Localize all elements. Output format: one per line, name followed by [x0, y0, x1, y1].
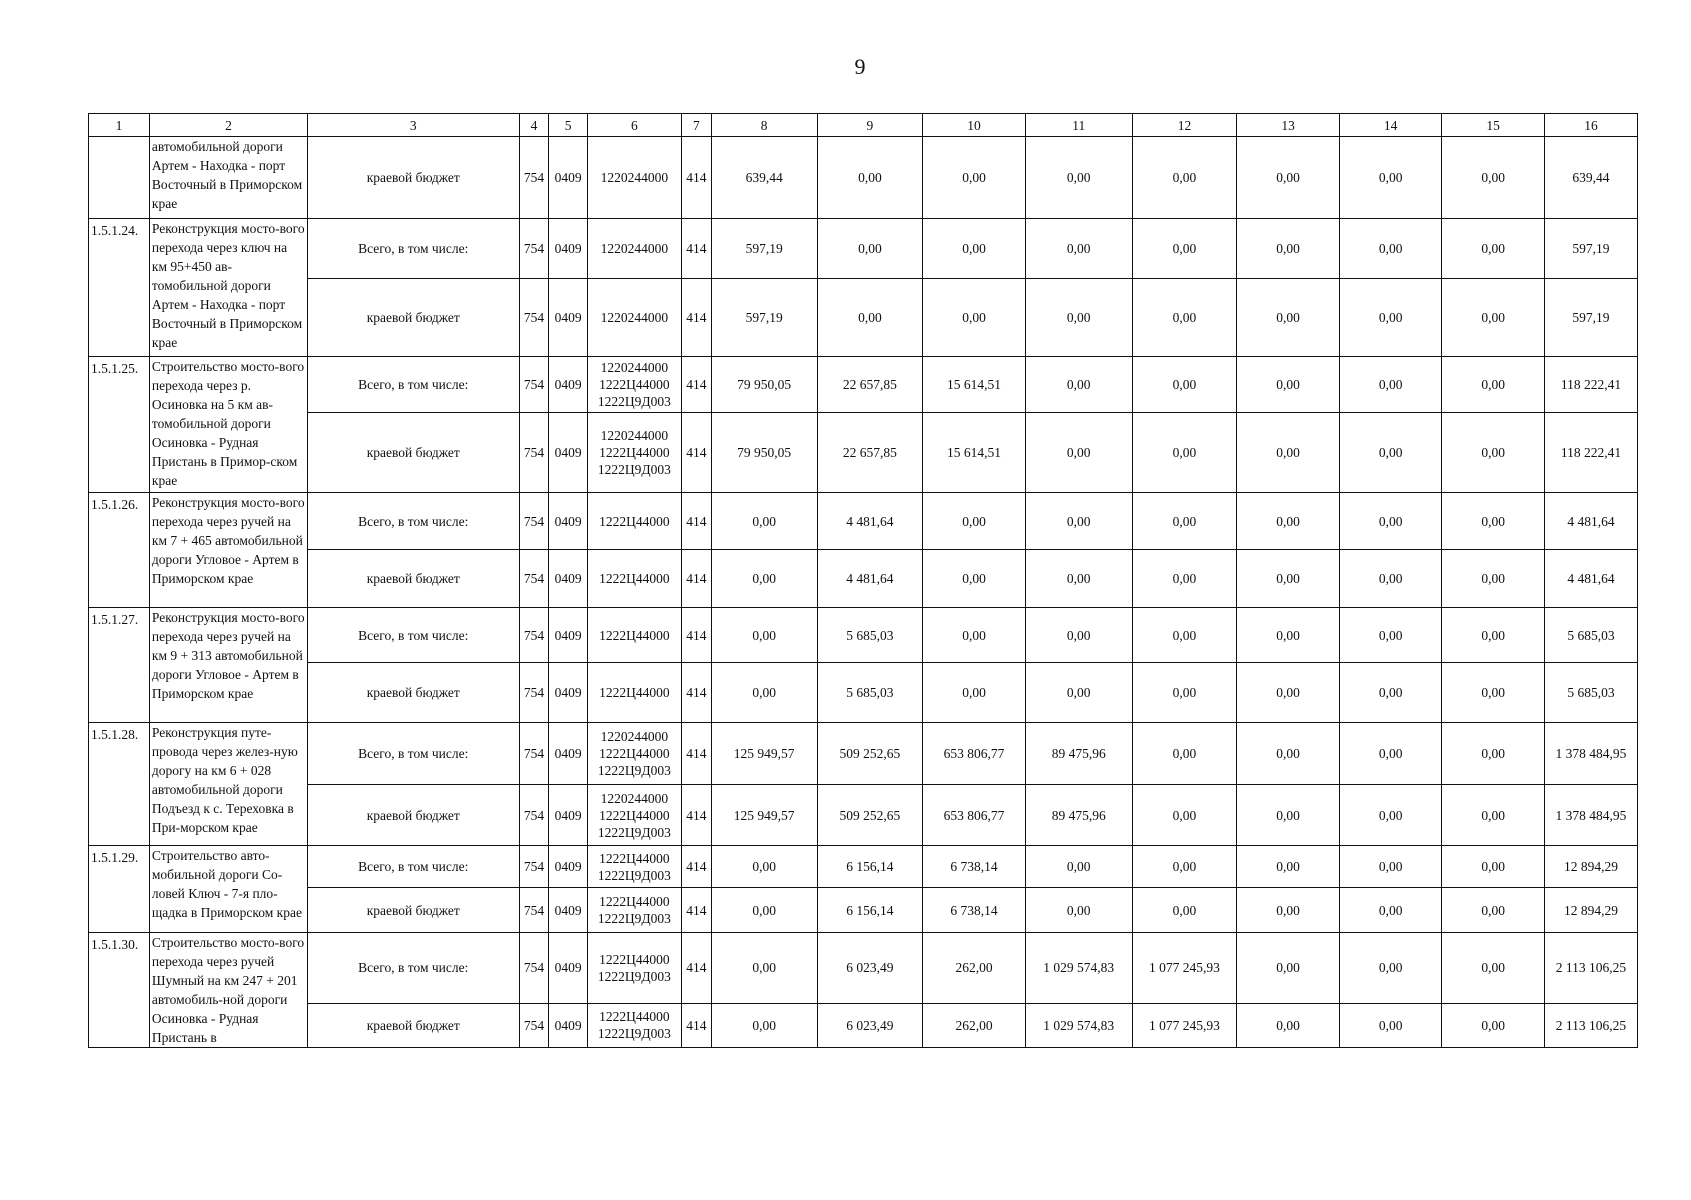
target-article-cell — [587, 846, 681, 888]
target-article-code: 1222Ц9Д003 — [597, 968, 671, 984]
amount-cell: 0,00 — [1339, 137, 1442, 219]
amount-cell: 125 949,57 — [711, 723, 817, 785]
section-code-cell: 0409 — [549, 888, 587, 933]
amount-cell: 0,00 — [1132, 413, 1237, 493]
column-number-cell: 12 — [1132, 114, 1237, 137]
amount-cell: 0,00 — [711, 888, 817, 933]
amount-cell: 0,00 — [1442, 357, 1545, 413]
amount-cell: 0,00 — [1339, 785, 1442, 846]
funding-source-cell: краевой бюджет — [307, 663, 519, 723]
target-article-cell — [587, 137, 681, 219]
grbs-code-cell: 754 — [519, 357, 549, 413]
grbs-code-cell: 754 — [519, 550, 549, 608]
amount-cell: 0,00 — [1132, 219, 1237, 279]
column-number-cell: 15 — [1442, 114, 1545, 137]
table-row — [89, 219, 1638, 279]
section-code-cell: 0409 — [549, 933, 587, 1004]
amount-cell: 4 481,64 — [817, 550, 923, 608]
amount-cell: 6 023,49 — [817, 1003, 923, 1047]
expense-type-cell: 414 — [681, 663, 711, 723]
item-name-cell: Реконструкция путе-провода через желез-ную дорогу на км 6 + 028 автомобильной дороги Подъезд к с. Тереховка в При-морском крае — [149, 723, 307, 846]
table-row — [89, 723, 1638, 785]
target-article-code: 1222Ц44000 — [599, 377, 670, 392]
expense-type-cell: 414 — [681, 219, 711, 279]
amount-cell: 0,00 — [1237, 279, 1340, 357]
target-article-code: 1220244000 — [600, 310, 669, 325]
amount-cell: 89 475,96 — [1025, 723, 1132, 785]
section-code-cell: 0409 — [549, 663, 587, 723]
item-name-cell: Строительство мосто-вого перехода через ручей Шумный на км 247 + 201 автомобиль-ной дороги Осиновка - Рудная Пристань в — [149, 933, 307, 1048]
amount-cell: 0,00 — [1442, 663, 1545, 723]
total-amount-cell: 1 378 484,95 — [1544, 785, 1637, 846]
grbs-code-cell: 754 — [519, 493, 549, 550]
amount-cell: 0,00 — [1442, 279, 1545, 357]
expense-type-cell: 414 — [681, 413, 711, 493]
total-amount-cell: 4 481,64 — [1544, 550, 1637, 608]
funding-source-cell: краевой бюджет — [307, 1003, 519, 1047]
total-amount-cell: 1 378 484,95 — [1544, 723, 1637, 785]
section-code-cell: 0409 — [549, 219, 587, 279]
column-number-cell: 4 — [519, 114, 549, 137]
amount-cell: 22 657,85 — [817, 357, 923, 413]
amount-cell: 1 029 574,83 — [1025, 1003, 1132, 1047]
amount-cell: 0,00 — [1442, 550, 1545, 608]
target-article-cell — [587, 1003, 681, 1047]
amount-cell: 0,00 — [1132, 846, 1237, 888]
table-row — [89, 493, 1638, 550]
item-code-cell: 1.5.1.29. — [89, 846, 150, 933]
target-article-code: 1222Ц44000 — [599, 571, 670, 586]
target-article-code: 1222Ц44000 — [599, 627, 670, 643]
amount-cell: 1 077 245,93 — [1132, 933, 1237, 1004]
target-article-code: 1222Ц9Д003 — [597, 394, 671, 409]
section-code-cell: 0409 — [549, 1003, 587, 1047]
section-code-cell: 0409 — [549, 723, 587, 785]
amount-cell: 0,00 — [1132, 888, 1237, 933]
amount-cell: 0,00 — [711, 663, 817, 723]
amount-cell: 125 949,57 — [711, 785, 817, 846]
item-code-cell: 1.5.1.27. — [89, 608, 150, 723]
target-article-cell — [587, 888, 681, 933]
expense-type-cell: 414 — [681, 933, 711, 1004]
amount-cell: 0,00 — [1025, 663, 1132, 723]
amount-cell: 0,00 — [1442, 413, 1545, 493]
target-article-code: 1222Ц9Д003 — [597, 763, 671, 778]
amount-cell: 653 806,77 — [923, 785, 1026, 846]
amount-cell: 0,00 — [1132, 493, 1237, 550]
column-number-cell: 5 — [549, 114, 587, 137]
total-amount-cell: 12 894,29 — [1544, 846, 1637, 888]
amount-cell: 0,00 — [1237, 785, 1340, 846]
amount-cell: 0,00 — [1339, 888, 1442, 933]
funding-source-cell: Всего, в том числе: — [307, 933, 519, 1004]
target-article-code: 1222Ц44000 — [599, 894, 670, 909]
target-article-cell — [587, 550, 681, 608]
amount-cell: 262,00 — [923, 1003, 1026, 1047]
amount-cell: 0,00 — [1442, 1003, 1545, 1047]
column-number-cell: 14 — [1339, 114, 1442, 137]
expense-type-cell: 414 — [681, 888, 711, 933]
grbs-code-cell: 754 — [519, 137, 549, 219]
table-row — [89, 846, 1638, 888]
amount-cell: 79 950,05 — [711, 413, 817, 493]
amount-cell: 0,00 — [1339, 723, 1442, 785]
amount-cell: 15 614,51 — [923, 413, 1026, 493]
target-article-code: 1222Ц44000 — [599, 445, 670, 460]
item-name-cell: автомобильной дороги Артем - Находка - порт Восточный в Приморском крае — [149, 137, 307, 219]
target-article-code: 1222Ц44000 — [599, 807, 670, 823]
expense-type-cell: 414 — [681, 723, 711, 785]
target-article-code: 1222Ц44000 — [599, 513, 670, 529]
amount-cell: 0,00 — [923, 137, 1026, 219]
funding-source-cell: Всего, в том числе: — [307, 493, 519, 550]
amount-cell: 0,00 — [1442, 888, 1545, 933]
total-amount-cell: 597,19 — [1544, 219, 1637, 279]
amount-cell: 0,00 — [1339, 550, 1442, 608]
section-code-cell: 0409 — [549, 785, 587, 846]
table-row — [89, 137, 1638, 219]
item-name-cell: Реконструкция мосто-вого перехода через ручей на км 9 + 313 автомобильной дороги Угловое - Артем в Приморском крае — [149, 608, 307, 723]
amount-cell: 0,00 — [1339, 413, 1442, 493]
amount-cell: 0,00 — [923, 663, 1026, 723]
amount-cell: 0,00 — [1132, 663, 1237, 723]
amount-cell: 0,00 — [1237, 1003, 1340, 1047]
budget-table — [88, 113, 1638, 1048]
header-row — [89, 114, 1638, 137]
amount-cell: 6 023,49 — [817, 933, 923, 1004]
amount-cell: 509 252,65 — [817, 785, 923, 846]
amount-cell: 0,00 — [1237, 413, 1340, 493]
table-row — [89, 785, 1638, 846]
grbs-code-cell: 754 — [519, 785, 549, 846]
target-article-code: 1222Ц44000 — [599, 746, 670, 761]
amount-cell: 0,00 — [1025, 357, 1132, 413]
amount-cell: 6 738,14 — [923, 888, 1026, 933]
total-amount-cell: 5 685,03 — [1544, 608, 1637, 663]
amount-cell: 0,00 — [1237, 137, 1340, 219]
funding-source-cell: Всего, в том числе: — [307, 723, 519, 785]
amount-cell: 653 806,77 — [923, 723, 1026, 785]
amount-cell: 0,00 — [1237, 663, 1340, 723]
table-row — [89, 933, 1638, 1004]
total-amount-cell: 597,19 — [1544, 279, 1637, 357]
amount-cell: 5 685,03 — [817, 608, 923, 663]
column-number-cell: 2 — [149, 114, 307, 137]
amount-cell: 509 252,65 — [817, 723, 923, 785]
amount-cell: 0,00 — [1442, 933, 1545, 1004]
amount-cell: 79 950,05 — [711, 357, 817, 413]
amount-cell: 0,00 — [1442, 493, 1545, 550]
column-number-cell: 7 — [681, 114, 711, 137]
column-number-cell: 11 — [1025, 114, 1132, 137]
amount-cell: 0,00 — [1339, 608, 1442, 663]
amount-cell: 0,00 — [923, 608, 1026, 663]
expense-type-cell: 414 — [681, 1003, 711, 1047]
total-amount-cell: 2 113 106,25 — [1544, 933, 1637, 1004]
amount-cell: 0,00 — [711, 933, 817, 1004]
amount-cell: 0,00 — [1025, 888, 1132, 933]
section-code-cell: 0409 — [549, 846, 587, 888]
amount-cell: 0,00 — [1025, 493, 1132, 550]
column-number-cell: 8 — [711, 114, 817, 137]
expense-type-cell: 414 — [681, 493, 711, 550]
column-number-cell: 16 — [1544, 114, 1637, 137]
funding-source-cell: краевой бюджет — [307, 413, 519, 493]
grbs-code-cell: 754 — [519, 219, 549, 279]
amount-cell: 0,00 — [1025, 219, 1132, 279]
amount-cell: 0,00 — [923, 219, 1026, 279]
target-article-cell — [587, 933, 681, 1004]
amount-cell: 597,19 — [711, 279, 817, 357]
amount-cell: 0,00 — [1237, 888, 1340, 933]
amount-cell: 0,00 — [1132, 550, 1237, 608]
target-article-code: 1222Ц9Д003 — [597, 462, 671, 477]
amount-cell: 6 738,14 — [923, 846, 1026, 888]
amount-cell: 0,00 — [1025, 550, 1132, 608]
total-amount-cell: 118 222,41 — [1544, 357, 1637, 413]
amount-cell: 262,00 — [923, 933, 1026, 1004]
section-code-cell: 0409 — [549, 550, 587, 608]
total-amount-cell: 118 222,41 — [1544, 413, 1637, 493]
funding-source-cell: Всего, в том числе: — [307, 219, 519, 279]
column-number-cell: 3 — [307, 114, 519, 137]
grbs-code-cell: 754 — [519, 608, 549, 663]
item-code-cell: 1.5.1.25. — [89, 357, 150, 493]
section-code-cell: 0409 — [549, 608, 587, 663]
table-row — [89, 413, 1638, 493]
amount-cell: 0,00 — [923, 493, 1026, 550]
total-amount-cell: 2 113 106,25 — [1544, 1003, 1637, 1047]
funding-source-cell: краевой бюджет — [307, 550, 519, 608]
funding-source-cell: краевой бюджет — [307, 888, 519, 933]
target-article-cell — [587, 413, 681, 493]
expense-type-cell: 414 — [681, 608, 711, 663]
amount-cell: 0,00 — [817, 279, 923, 357]
amount-cell: 0,00 — [1132, 723, 1237, 785]
total-amount-cell: 5 685,03 — [1544, 663, 1637, 723]
target-article-code: 1222Ц44000 — [599, 850, 670, 866]
target-article-code: 1222Ц9Д003 — [597, 867, 671, 883]
amount-cell: 0,00 — [1025, 279, 1132, 357]
amount-cell: 0,00 — [1339, 1003, 1442, 1047]
funding-source-cell: Всего, в том числе: — [307, 357, 519, 413]
item-code-cell: 1.5.1.24. — [89, 219, 150, 357]
amount-cell: 0,00 — [711, 1003, 817, 1047]
grbs-code-cell: 754 — [519, 888, 549, 933]
amount-cell: 0,00 — [1025, 137, 1132, 219]
amount-cell: 0,00 — [1237, 933, 1340, 1004]
target-article-code: 1222Ц44000 — [599, 1009, 670, 1025]
target-article-code: 1222Ц9Д003 — [597, 1026, 671, 1042]
amount-cell: 0,00 — [1442, 723, 1545, 785]
amount-cell: 0,00 — [1339, 493, 1442, 550]
expense-type-cell: 414 — [681, 785, 711, 846]
table-row — [89, 357, 1638, 413]
amount-cell: 89 475,96 — [1025, 785, 1132, 846]
amount-cell: 0,00 — [711, 550, 817, 608]
expense-type-cell: 414 — [681, 846, 711, 888]
amount-cell: 0,00 — [1339, 846, 1442, 888]
target-article-cell — [587, 785, 681, 846]
expense-type-cell: 414 — [681, 137, 711, 219]
target-article-code: 1222Ц44000 — [599, 951, 670, 967]
table-row — [89, 888, 1638, 933]
amount-cell: 0,00 — [817, 137, 923, 219]
item-code-cell: 1.5.1.30. — [89, 933, 150, 1048]
funding-source-cell: Всего, в том числе: — [307, 608, 519, 663]
table-row — [89, 1003, 1638, 1047]
amount-cell: 597,19 — [711, 219, 817, 279]
amount-cell: 0,00 — [923, 550, 1026, 608]
amount-cell: 0,00 — [1237, 608, 1340, 663]
section-code-cell: 0409 — [549, 413, 587, 493]
grbs-code-cell: 754 — [519, 933, 549, 1004]
total-amount-cell: 639,44 — [1544, 137, 1637, 219]
amount-cell: 639,44 — [711, 137, 817, 219]
grbs-code-cell: 754 — [519, 1003, 549, 1047]
target-article-cell — [587, 723, 681, 785]
section-code-cell: 0409 — [549, 493, 587, 550]
amount-cell: 6 156,14 — [817, 846, 923, 888]
section-code-cell: 0409 — [549, 357, 587, 413]
target-article-cell — [587, 493, 681, 550]
amount-cell: 0,00 — [1339, 933, 1442, 1004]
amount-cell: 0,00 — [1442, 846, 1545, 888]
grbs-code-cell: 754 — [519, 279, 549, 357]
amount-cell: 0,00 — [1237, 357, 1340, 413]
expense-type-cell: 414 — [681, 357, 711, 413]
section-code-cell: 0409 — [549, 137, 587, 219]
item-code-cell: 1.5.1.26. — [89, 493, 150, 608]
amount-cell: 22 657,85 — [817, 413, 923, 493]
amount-cell: 0,00 — [1025, 413, 1132, 493]
amount-cell: 0,00 — [1237, 846, 1340, 888]
funding-source-cell: краевой бюджет — [307, 137, 519, 219]
target-article-cell — [587, 219, 681, 279]
item-name-cell: Строительство авто-мобильной дороги Со-ловей Ключ - 7-я пло-щадка в Приморском крае — [149, 846, 307, 933]
amount-cell: 0,00 — [1237, 219, 1340, 279]
table-row — [89, 663, 1638, 723]
page-number: 9 — [854, 54, 866, 79]
amount-cell: 0,00 — [1132, 785, 1237, 846]
target-article-code: 1222Ц44000 — [599, 685, 670, 700]
amount-cell: 0,00 — [1339, 219, 1442, 279]
table-row — [89, 279, 1638, 357]
amount-cell: 0,00 — [1025, 608, 1132, 663]
amount-cell: 0,00 — [711, 608, 817, 663]
amount-cell: 0,00 — [1132, 608, 1237, 663]
section-code-cell: 0409 — [549, 279, 587, 357]
target-article-code: 1220244000 — [600, 360, 669, 375]
column-number-cell: 1 — [89, 114, 150, 137]
grbs-code-cell: 754 — [519, 413, 549, 493]
amount-cell: 0,00 — [1339, 663, 1442, 723]
amount-cell: 0,00 — [1132, 357, 1237, 413]
amount-cell: 15 614,51 — [923, 357, 1026, 413]
column-number-cell: 10 — [923, 114, 1026, 137]
item-name-cell: Реконструкция мосто-вого перехода через ключ на км 95+450 ав-томобильной дороги Артем - Находка - порт Восточный в Приморском крае — [149, 219, 307, 357]
amount-cell: 0,00 — [1132, 137, 1237, 219]
amount-cell: 0,00 — [1442, 785, 1545, 846]
item-code-cell — [89, 137, 150, 219]
grbs-code-cell: 754 — [519, 846, 549, 888]
grbs-code-cell: 754 — [519, 663, 549, 723]
funding-source-cell: Всего, в том числе: — [307, 846, 519, 888]
target-article-code: 1222Ц9Д003 — [597, 824, 671, 840]
item-name-cell: Строительство мосто-вого перехода через р. Осиновка на 5 км ав-томобильной дороги Осиновка - Рудная Пристань в Примор-ском крае — [149, 357, 307, 493]
amount-cell: 0,00 — [1442, 137, 1545, 219]
item-code-cell: 1.5.1.28. — [89, 723, 150, 846]
amount-cell: 4 481,64 — [817, 493, 923, 550]
expense-type-cell: 414 — [681, 279, 711, 357]
amount-cell: 0,00 — [1025, 846, 1132, 888]
total-amount-cell: 4 481,64 — [1544, 493, 1637, 550]
column-number-cell: 13 — [1237, 114, 1340, 137]
table-row — [89, 608, 1638, 663]
target-article-code: 1220244000 — [600, 729, 669, 744]
amount-cell: 0,00 — [1339, 279, 1442, 357]
amount-cell: 1 029 574,83 — [1025, 933, 1132, 1004]
amount-cell: 0,00 — [1442, 219, 1545, 279]
amount-cell: 0,00 — [711, 846, 817, 888]
amount-cell: 0,00 — [1237, 723, 1340, 785]
amount-cell: 0,00 — [923, 279, 1026, 357]
amount-cell: 0,00 — [1237, 550, 1340, 608]
target-article-code: 1220244000 — [600, 170, 669, 185]
target-article-cell — [587, 357, 681, 413]
column-number-cell: 6 — [587, 114, 681, 137]
target-article-cell — [587, 608, 681, 663]
target-article-code: 1222Ц9Д003 — [597, 911, 671, 926]
amount-cell: 5 685,03 — [817, 663, 923, 723]
total-amount-cell: 12 894,29 — [1544, 888, 1637, 933]
grbs-code-cell: 754 — [519, 723, 549, 785]
amount-cell: 6 156,14 — [817, 888, 923, 933]
amount-cell: 0,00 — [1442, 608, 1545, 663]
target-article-code: 1220244000 — [600, 428, 669, 443]
table-row — [89, 550, 1638, 608]
expense-type-cell: 414 — [681, 550, 711, 608]
table-body — [89, 114, 1638, 1048]
target-article-code: 1220244000 — [600, 790, 669, 806]
amount-cell: 0,00 — [1132, 279, 1237, 357]
amount-cell: 0,00 — [1237, 493, 1340, 550]
amount-cell: 1 077 245,93 — [1132, 1003, 1237, 1047]
amount-cell: 0,00 — [1339, 357, 1442, 413]
amount-cell: 0,00 — [711, 493, 817, 550]
target-article-code: 1220244000 — [600, 241, 669, 256]
item-name-cell: Реконструкция мосто-вого перехода через ручей на км 7 + 465 автомобильной дороги Угловое - Артем в Приморском крае — [149, 493, 307, 608]
funding-source-cell: краевой бюджет — [307, 785, 519, 846]
target-article-cell — [587, 279, 681, 357]
funding-source-cell: краевой бюджет — [307, 279, 519, 357]
target-article-cell — [587, 663, 681, 723]
amount-cell: 0,00 — [817, 219, 923, 279]
column-number-cell: 9 — [817, 114, 923, 137]
